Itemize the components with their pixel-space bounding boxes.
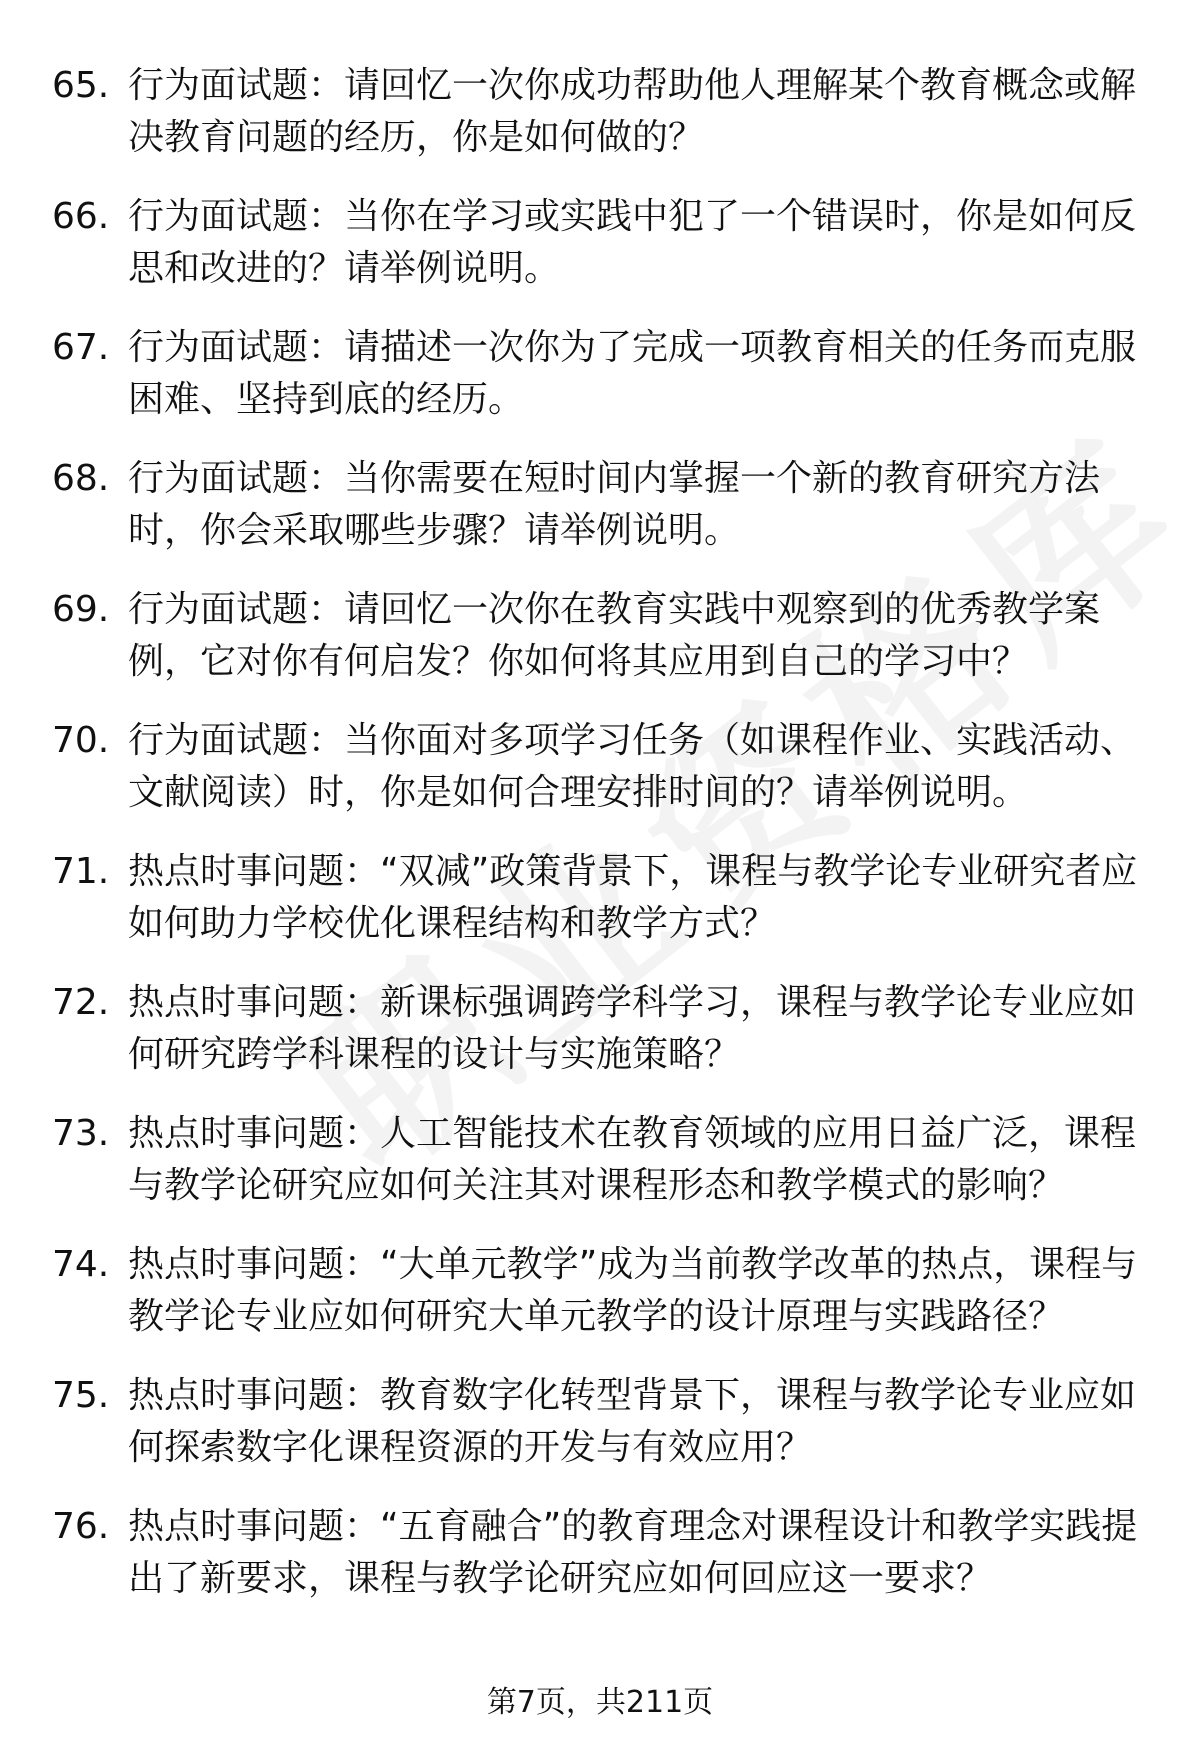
question-text: 热点时事问题：人工智能技术在教育领域的应用日益广泛，课程与教学论研究应如何关注其对课程形态和教学模式的影响？: [128, 1113, 1137, 1206]
question-number: 73.: [52, 1113, 110, 1154]
question-text: 行为面试题：请回忆一次你成功帮助他人理解某个教育概念或解决教育问题的经历，你是如何做的？: [128, 65, 1137, 158]
question-text: 热点时事问题：“五育融合”的教育理念对课程设计和教学实践提出了新要求，课程与教学论研究应如何回应这一要求？: [128, 1506, 1138, 1599]
page-footer: 第7页，共211页: [486, 1685, 714, 1720]
question-item: [52, 715, 1152, 846]
question-item: [52, 191, 1152, 322]
question-number: 70.: [52, 720, 110, 761]
question-number: 69.: [52, 589, 110, 630]
question-text: 热点时事问题：“大单元教学”成为当前教学改革的热点，课程与教学论专业应如何研究大单元教学的设计原理与实践路径？: [128, 1244, 1138, 1337]
question-item: [52, 60, 1152, 191]
question-text: 行为面试题：当你需要在短时间内掌握一个新的教育研究方法时，你会采取哪些步骤？请举例说明。: [128, 458, 1101, 551]
question-text: 行为面试题：当你面对多项学习任务（如课程作业、实践活动、文献阅读）时，你是如何合理安排时间的？请举例说明。: [128, 720, 1137, 813]
question-number: 74.: [52, 1244, 110, 1285]
question-text: 热点时事问题：“双减”政策背景下，课程与教学论专业研究者应如何助力学校优化课程结构和教学方式？: [128, 851, 1138, 944]
question-number: 67.: [52, 327, 110, 368]
question-item: [52, 977, 1152, 1108]
question-number: 71.: [52, 851, 110, 892]
question-text: 行为面试题：请回忆一次你在教育实践中观察到的优秀教学案例，它对你有何启发？你如何将其应用到自己的学习中？: [128, 589, 1101, 682]
question-item: [52, 584, 1152, 715]
question-number: 66.: [52, 196, 110, 237]
question-item: [52, 846, 1152, 977]
question-text: 热点时事问题：新课标强调跨学科学习，课程与教学论专业应如何研究跨学科课程的设计与实施策略？: [128, 982, 1137, 1075]
question-number: 68.: [52, 458, 110, 499]
question-number: 65.: [52, 65, 110, 106]
question-text: 热点时事问题：教育数字化转型背景下，课程与教学论专业应如何探索数字化课程资源的开发与有效应用？: [128, 1375, 1137, 1468]
question-item: [52, 1370, 1152, 1501]
question-number: 75.: [52, 1375, 110, 1416]
question-item: [52, 322, 1152, 453]
question-number: 72.: [52, 982, 110, 1023]
question-text: 行为面试题：请描述一次你为了完成一项教育相关的任务而克服困难、坚持到底的经历。: [128, 327, 1137, 420]
question-number: 76.: [52, 1506, 110, 1547]
question-text: 行为面试题：当你在学习或实践中犯了一个错误时，你是如何反思和改进的？请举例说明。: [128, 196, 1137, 289]
question-item: [52, 453, 1152, 584]
question-item: [52, 1239, 1152, 1370]
question-item: [52, 1108, 1152, 1239]
question-item: [52, 1501, 1152, 1632]
question-list: [52, 60, 1152, 1632]
